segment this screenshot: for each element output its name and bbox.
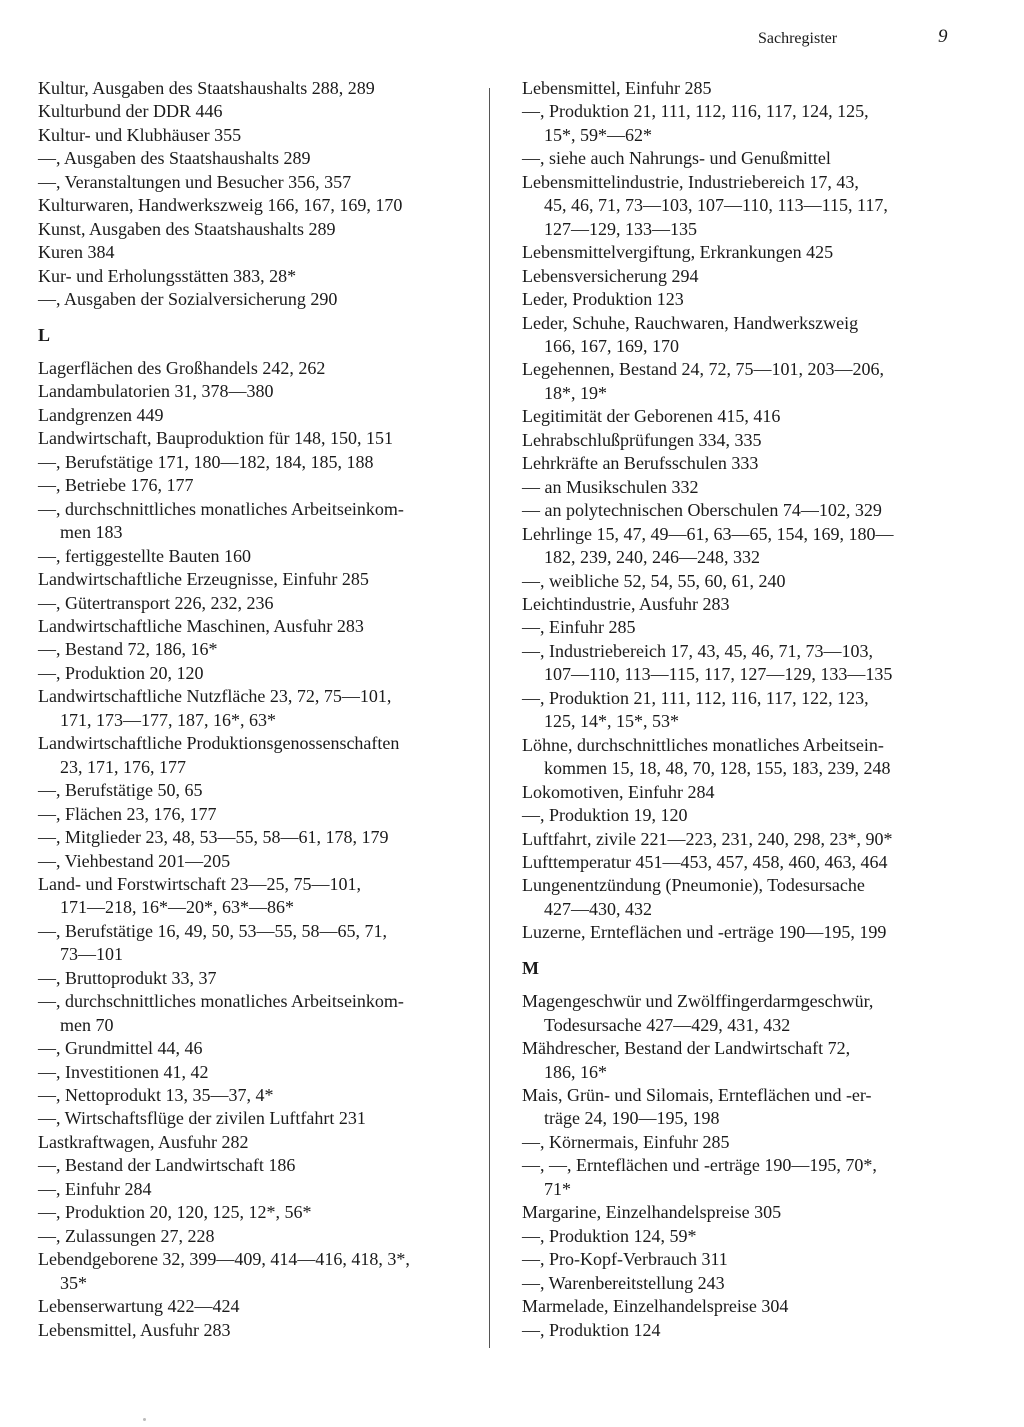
index-entry: 18*, 19* bbox=[544, 382, 607, 403]
index-entry: 45, 46, 71, 73—103, 107—110, 113—115, 117, bbox=[544, 195, 888, 216]
page-number: 9 bbox=[938, 26, 948, 47]
section-heading: M bbox=[522, 957, 539, 978]
index-entry: — an polytechnischen Oberschulen 74—102, 329 bbox=[522, 500, 882, 521]
index-entry: 171—218, 16*—20*, 63*—86* bbox=[60, 897, 294, 918]
index-entry: Lehrkräfte an Berufsschulen 333 bbox=[522, 453, 759, 474]
index-entry: Landwirtschaftliche Produktionsgenossenschaften bbox=[38, 733, 400, 754]
index-entry: 186, 16* bbox=[544, 1061, 607, 1082]
index-entry: 71* bbox=[544, 1178, 571, 1199]
index-entry: Lebendgeborene 32, 399—409, 414—416, 418, 3*, bbox=[38, 1249, 410, 1270]
index-entry: Lebensversicherung 294 bbox=[522, 265, 699, 286]
index-entry: —, Industriebereich 17, 43, 45, 46, 71, 73—103, bbox=[522, 640, 873, 661]
index-entry: —, durchschnittliches monatliches Arbeitseinkom- bbox=[38, 991, 404, 1012]
index-entry: —, Körnermais, Einfuhr 285 bbox=[522, 1131, 730, 1152]
index-entry: 15*, 59*—62* bbox=[544, 124, 652, 145]
index-entry: men 183 bbox=[60, 522, 123, 543]
index-entry: —, Berufstätige 171, 180—182, 184, 185, 188 bbox=[38, 451, 374, 472]
index-entry: —, Produktion 20, 120, 125, 12*, 56* bbox=[38, 1202, 312, 1223]
index-entry: —, Produktion 124, 59* bbox=[522, 1225, 697, 1246]
index-entry: —, fertiggestellte Bauten 160 bbox=[38, 545, 251, 566]
index-entry: Lehrlinge 15, 47, 49—61, 63—65, 154, 169, 180— bbox=[522, 523, 894, 544]
index-entry: Luzerne, Ernteflächen und -erträge 190—195, 199 bbox=[522, 922, 887, 943]
index-entry: Kunst, Ausgaben des Staatshaushalts 289 bbox=[38, 218, 336, 239]
index-entry: träge 24, 190—195, 198 bbox=[544, 1108, 720, 1129]
index-entry: kommen 15, 18, 48, 70, 128, 155, 183, 239, 248 bbox=[544, 758, 891, 779]
index-entry: —, Wirtschaftsflüge der zivilen Luftfahrt 231 bbox=[38, 1108, 366, 1129]
index-entry: 125, 14*, 15*, 53* bbox=[544, 711, 679, 732]
index-entry: —, Viehbestand 201—205 bbox=[38, 850, 231, 871]
index-entry: Leder, Schuhe, Rauchwaren, Handwerkszweig bbox=[522, 312, 859, 333]
index-entry: Lebensmittelvergiftung, Erkrankungen 425 bbox=[522, 242, 834, 263]
index-entry: Landwirtschaftliche Nutzfläche 23, 72, 75—101, bbox=[38, 686, 392, 707]
index-entry: —, Zulassungen 27, 228 bbox=[38, 1225, 215, 1246]
index-entry: —, Nettoprodukt 13, 35—37, 4* bbox=[38, 1085, 274, 1106]
index-entry: —, Grundmittel 44, 46 bbox=[38, 1038, 203, 1059]
index-entry: —, Ausgaben des Staatshaushalts 289 bbox=[38, 148, 311, 169]
index-entry: Landwirtschaftliche Erzeugnisse, Einfuhr 285 bbox=[38, 569, 369, 590]
index-column-right bbox=[522, 77, 962, 1342]
index-entry: Lebensmittel, Einfuhr 285 bbox=[522, 78, 712, 98]
index-entry: Leichtindustrie, Ausfuhr 283 bbox=[522, 593, 730, 614]
column-divider bbox=[489, 88, 490, 1348]
index-entry: Lungenentzündung (Pneumonie), Todesursache bbox=[522, 875, 865, 896]
index-entry: —, Produktion 19, 120 bbox=[522, 805, 688, 826]
index-entry: —, Warenbereitstellung 243 bbox=[522, 1272, 725, 1293]
index-entry: Landambulatorien 31, 378—380 bbox=[38, 381, 274, 402]
index-entry: —, Produktion 124 bbox=[522, 1319, 661, 1340]
index-entry: —, Mitglieder 23, 48, 53—55, 58—61, 178, 179 bbox=[38, 827, 389, 848]
index-entry: Lastkraftwagen, Ausfuhr 282 bbox=[38, 1131, 249, 1152]
index-entry: —, Betriebe 176, 177 bbox=[38, 475, 194, 496]
index-entry: Kulturwaren, Handwerkszweig 166, 167, 169, 170 bbox=[38, 195, 403, 216]
index-entry: —, durchschnittliches monatliches Arbeitseinkom- bbox=[38, 498, 404, 519]
index-entry: Lokomotiven, Einfuhr 284 bbox=[522, 781, 715, 802]
index-entry: 427—430, 432 bbox=[544, 898, 652, 919]
page-speck bbox=[143, 1418, 146, 1421]
index-entry: —, Einfuhr 284 bbox=[38, 1178, 152, 1199]
index-entry: Kultur- und Klubhäuser 355 bbox=[38, 124, 242, 145]
index-entry: —, weibliche 52, 54, 55, 60, 61, 240 bbox=[522, 570, 786, 591]
index-entry: Löhne, durchschnittliches monatliches Arbeitsein- bbox=[522, 734, 884, 755]
index-entry: Legehennen, Bestand 24, 72, 75—101, 203—206, bbox=[522, 359, 884, 380]
index-entry: Landwirtschaft, Bauproduktion für 148, 150, 151 bbox=[38, 428, 393, 449]
index-entry: —, Investitionen 41, 42 bbox=[38, 1061, 209, 1082]
index-entry: —, Gütertransport 226, 232, 236 bbox=[38, 592, 274, 613]
index-entry: Lehrabschlußprüfungen 334, 335 bbox=[522, 429, 762, 450]
index-entry: —, Produktion 21, 111, 112, 116, 117, 122, 123, bbox=[522, 687, 869, 708]
index-entry: 171, 173—177, 187, 16*, 63* bbox=[60, 709, 276, 730]
running-header-title: Sachregister bbox=[758, 30, 838, 47]
index-entry: Land- und Forstwirtschaft 23—25, 75—101, bbox=[38, 873, 361, 894]
index-entry: Mähdrescher, Bestand der Landwirtschaft 72, bbox=[522, 1038, 851, 1059]
section-heading: L bbox=[38, 324, 51, 345]
index-entry: Landwirtschaftliche Maschinen, Ausfuhr 283 bbox=[38, 615, 364, 636]
index-entry: —, Einfuhr 285 bbox=[522, 617, 636, 638]
index-entry: Kur- und Erholungsstätten 383, 28* bbox=[38, 265, 297, 286]
index-entry: Landgrenzen 449 bbox=[38, 404, 164, 425]
index-entry: —, Ausgaben der Sozialversicherung 290 bbox=[38, 289, 338, 310]
index-entry: men 70 bbox=[60, 1014, 114, 1035]
index-entry: — an Musikschulen 332 bbox=[522, 476, 699, 497]
index-entry: —, siehe auch Nahrungs- und Genußmittel bbox=[522, 148, 831, 169]
index-entry: —, Bestand 72, 186, 16* bbox=[38, 639, 218, 660]
index-entry: 166, 167, 169, 170 bbox=[544, 335, 679, 356]
index-entry: —, Produktion 21, 111, 112, 116, 117, 124, 125, bbox=[522, 101, 869, 122]
index-entry: 23, 171, 176, 177 bbox=[60, 756, 186, 777]
index-entry: Todesursache 427—429, 431, 432 bbox=[544, 1014, 791, 1035]
index-entry: Legitimität der Geborenen 415, 416 bbox=[522, 406, 781, 427]
index-entry: 127—129, 133—135 bbox=[544, 218, 697, 239]
index-entry: —, Flächen 23, 176, 177 bbox=[38, 803, 217, 824]
index-entry: —, —, Ernteflächen und -erträge 190—195, 70*, bbox=[522, 1155, 877, 1176]
index-entry: 107—110, 113—115, 117, 127—129, 133—135 bbox=[544, 664, 893, 685]
index-entry: 35* bbox=[60, 1272, 87, 1293]
index-entry: Lebensmittelindustrie, Industriebereich 17, 43, bbox=[522, 171, 859, 192]
index-entry: 182, 239, 240, 246—248, 332 bbox=[544, 547, 760, 568]
index-entry: Lebensmittel, Ausfuhr 283 bbox=[38, 1319, 231, 1340]
index-entry: —, Bestand der Landwirtschaft 186 bbox=[38, 1155, 296, 1176]
index-entry: —, Produktion 20, 120 bbox=[38, 662, 204, 683]
index-entry: Leder, Produktion 123 bbox=[522, 289, 684, 310]
index-entry: Lufttemperatur 451—453, 457, 458, 460, 463, 464 bbox=[522, 851, 888, 872]
index-entry: Magengeschwür und Zwölffingerdarmgeschwür, bbox=[522, 991, 874, 1012]
index-entry: Lebenserwartung 422—424 bbox=[38, 1296, 240, 1317]
index-entry: Marmelade, Einzelhandelspreise 304 bbox=[522, 1296, 789, 1317]
index-entry: Mais, Grün- und Silomais, Ernteflächen und -er- bbox=[522, 1085, 872, 1106]
index-entry: Lagerflächen des Großhandels 242, 262 bbox=[38, 357, 326, 378]
index-entry: —, Veranstaltungen und Besucher 356, 357 bbox=[38, 171, 352, 192]
index-column-left bbox=[38, 77, 478, 1342]
index-entry: 73—101 bbox=[60, 944, 123, 965]
index-entry: —, Berufstätige 50, 65 bbox=[38, 780, 203, 801]
index-entry: Kuren 384 bbox=[38, 242, 115, 263]
index-entry: —, Pro-Kopf-Verbrauch 311 bbox=[522, 1249, 728, 1270]
index-entry: —, Bruttoprodukt 33, 37 bbox=[38, 967, 217, 988]
index-entry: —, Berufstätige 16, 49, 50, 53—55, 58—65, 71, bbox=[38, 920, 387, 941]
index-entry: Luftfahrt, zivile 221—223, 231, 240, 298, 23*, 90* bbox=[522, 828, 893, 849]
index-entry: Margarine, Einzelhandelspreise 305 bbox=[522, 1202, 782, 1223]
index-entry: Kultur, Ausgaben des Staatshaushalts 288, 289 bbox=[38, 78, 375, 98]
index-entry: Kulturbund der DDR 446 bbox=[38, 101, 223, 122]
